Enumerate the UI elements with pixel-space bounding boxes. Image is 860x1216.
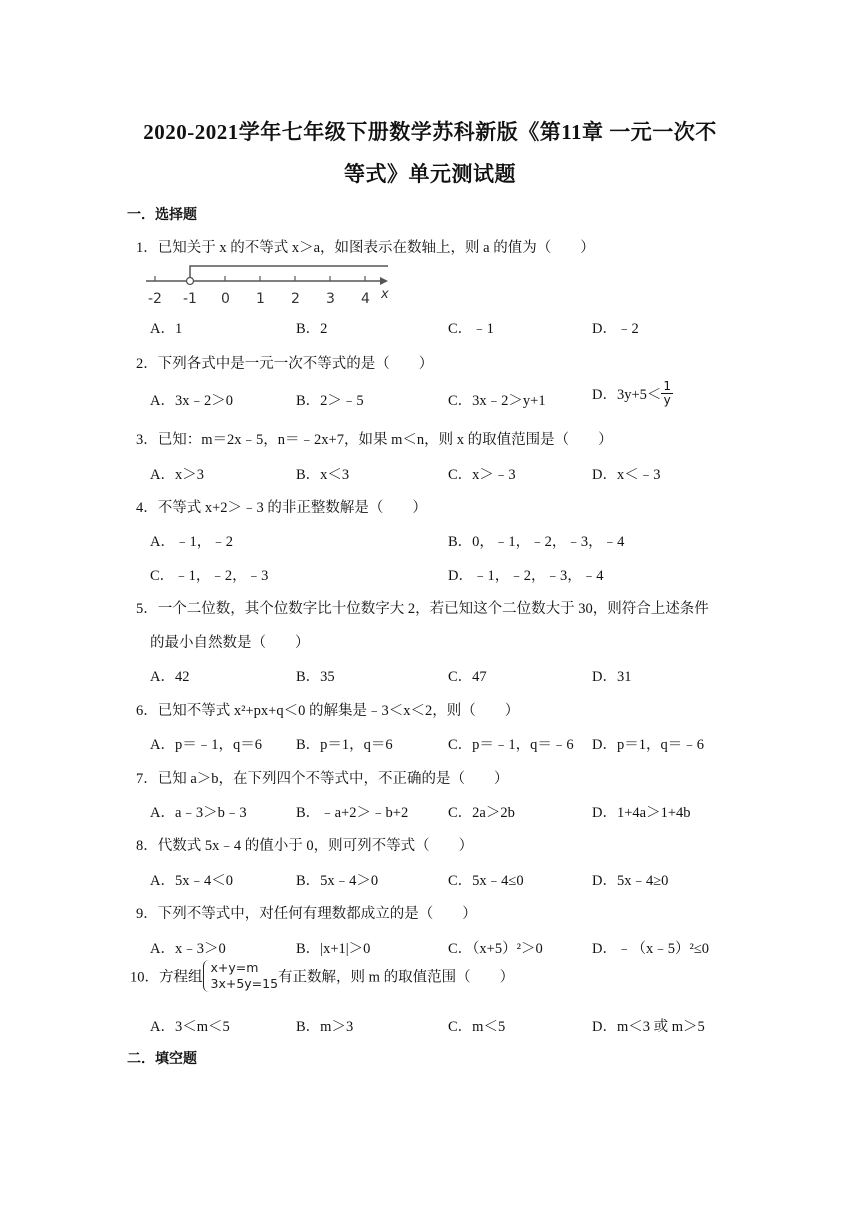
q10-option-d[interactable]: D．m＜3 或 m＞5 <box>592 1019 705 1035</box>
q6-option-d[interactable]: D．p＝1，q＝﹣6 <box>592 737 704 753</box>
q4-option-c[interactable]: C．﹣1，﹣2，﹣3 <box>150 568 269 584</box>
q10-option-c[interactable]: C．m＜5 <box>448 1019 506 1035</box>
number-line-figure <box>144 262 394 310</box>
question-3 <box>136 428 613 449</box>
question-text-prefix: 方程组 <box>159 969 203 986</box>
q5-option-a[interactable]: A．42 <box>150 669 190 685</box>
question-2 <box>136 352 433 373</box>
q7-option-a[interactable]: A．a﹣3＞b﹣3 <box>150 805 247 821</box>
question-text: 下列不等式中，对任何有理数都成立的是（ ） <box>157 906 477 922</box>
title-line-2: 等式》单元测试题 <box>344 162 516 186</box>
question-9 <box>136 902 477 923</box>
question-5 <box>136 597 709 618</box>
axis-variable-label: x <box>381 287 389 302</box>
q1-option-a[interactable]: A．1 <box>150 321 183 337</box>
tick-label-n1: -1 <box>183 291 197 307</box>
q5-option-d[interactable]: D．31 <box>592 669 632 685</box>
open-point <box>187 278 194 285</box>
question-4 <box>136 496 427 517</box>
question-number: 3． <box>136 432 158 448</box>
question-text: 下列各式中是一元一次不等式的是（ ） <box>157 356 434 372</box>
equation-2: 3x+5y=15 <box>210 976 279 991</box>
q8-option-d[interactable]: D．5x﹣4≥0 <box>592 873 669 889</box>
q10-option-a[interactable]: A．3＜m＜5 <box>150 1019 230 1035</box>
q4-option-a[interactable]: A．﹣1，﹣2 <box>150 534 233 550</box>
q3-option-c[interactable]: C．x＞﹣3 <box>448 467 516 483</box>
q7-option-b[interactable]: B．﹣a+2＞﹣b+2 <box>296 805 409 821</box>
tick-label-n2: -2 <box>148 291 162 307</box>
fraction-1-over-y: $\frac{1}{y}$ <box>663 379 672 407</box>
q8-option-a[interactable]: A．5x﹣4＜0 <box>150 873 233 889</box>
section-heading-fill: 二．填空题 <box>127 1052 197 1067</box>
q4-option-d[interactable]: D．﹣1，﹣2，﹣3，﹣4 <box>448 568 604 584</box>
q5-option-b[interactable]: B．35 <box>296 669 335 685</box>
question-number: 8． <box>136 838 158 854</box>
question-number: 2． <box>136 356 158 372</box>
tick-label-0: 0 <box>221 291 230 307</box>
question-1 <box>136 236 595 257</box>
question-text: 已知：m＝2x﹣5，n＝﹣2x+7，如果 m＜n，则 x 的取值范围是（ ） <box>157 432 613 448</box>
question-text: 已知不等式 x²+px+q＜0 的解集是﹣3＜x＜2，则（ ） <box>157 703 520 719</box>
q2-option-d-text: D．3y+5＜ <box>592 387 662 403</box>
q5-option-c[interactable]: C．47 <box>448 669 487 685</box>
q1-option-d[interactable]: D．﹣2 <box>592 321 639 337</box>
tick-label-3: 3 <box>326 291 335 307</box>
equation-1: x+y=m <box>210 960 259 975</box>
q8-option-b[interactable]: B．5x﹣4＞0 <box>296 873 379 889</box>
question-number: 9． <box>136 906 158 922</box>
question-number: 7． <box>136 771 158 787</box>
q9-option-a[interactable]: A．x﹣3＞0 <box>150 941 226 957</box>
tick-label-1: 1 <box>256 291 265 307</box>
q7-option-d[interactable]: D．1+4a＞1+4b <box>592 805 691 821</box>
question-text: 一个二位数，其个位数字比十位数字大 2，若已知这个二位数大于 30，则符合上述条件 <box>157 601 709 617</box>
q1-option-c[interactable]: C．﹣1 <box>448 321 494 337</box>
question-text: 已知 a＞b，在下列四个不等式中，不正确的是（ ） <box>157 771 509 787</box>
question-5-line-2: 的最小自然数是（ ） <box>150 635 310 651</box>
question-number: 10． <box>130 969 159 986</box>
q4-option-b[interactable]: B．0，﹣1，﹣2，﹣3，﹣4 <box>448 534 625 550</box>
question-text-suffix: 有正数解，则 m 的取值范围（ ） <box>278 969 515 986</box>
q3-option-b[interactable]: B．x＜3 <box>296 467 350 483</box>
question-number: 6． <box>136 703 158 719</box>
q8-option-c[interactable]: C．5x﹣4≤0 <box>448 873 524 889</box>
q2-option-d[interactable] <box>592 380 673 407</box>
section-heading-choice: 一．选择题 <box>127 208 197 223</box>
question-7 <box>136 767 509 788</box>
question-number: 5． <box>136 601 158 617</box>
left-brace <box>203 960 210 992</box>
q9-option-b[interactable]: B．|x+1|＞0 <box>296 941 371 957</box>
question-text: 代数式 5x﹣4 的值小于 0，则可列不等式（ ） <box>157 838 474 854</box>
equation-system <box>203 960 279 992</box>
tick-label-2: 2 <box>291 291 300 307</box>
q3-option-d[interactable]: D．x＜﹣3 <box>592 467 661 483</box>
q6-option-c[interactable]: C．p＝﹣1，q＝﹣6 <box>448 737 574 753</box>
q6-option-a[interactable]: A．p＝﹣1，q＝6 <box>150 737 262 753</box>
question-8 <box>136 834 473 855</box>
question-text: 不等式 x+2＞﹣3 的非正整数解是（ ） <box>157 500 427 516</box>
q9-option-c[interactable]: C．（x+5）²＞0 <box>448 941 543 957</box>
q1-option-b[interactable]: B．2 <box>296 321 328 337</box>
question-10 <box>130 960 514 992</box>
q7-option-c[interactable]: C．2a＞2b <box>448 805 515 821</box>
axis-arrow <box>380 277 388 285</box>
q10-option-b[interactable]: B．m＞3 <box>296 1019 354 1035</box>
question-number: 1． <box>136 240 158 256</box>
q9-option-d[interactable]: D．﹣（x﹣5）²≤0 <box>592 941 710 957</box>
tick-label-4: 4 <box>361 291 370 307</box>
q2-option-c[interactable]: C．3x﹣2＞y+1 <box>448 393 546 409</box>
q2-option-a[interactable]: A．3x﹣2＞0 <box>150 393 233 409</box>
solution-ray <box>190 266 388 281</box>
q3-option-a[interactable]: A．x＞3 <box>150 467 204 483</box>
q6-option-b[interactable]: B．p＝1，q＝6 <box>296 737 393 753</box>
question-6 <box>136 699 519 720</box>
question-number: 4． <box>136 500 158 516</box>
q2-option-b[interactable]: B．2＞﹣5 <box>296 393 364 409</box>
question-text: 已知关于 x 的不等式 x＞a，如图表示在数轴上，则 a 的值为（ ） <box>157 240 595 256</box>
title-line-1: 2020-2021学年七年级下册数学苏科新版《第11章 一元一次不 <box>143 120 717 144</box>
